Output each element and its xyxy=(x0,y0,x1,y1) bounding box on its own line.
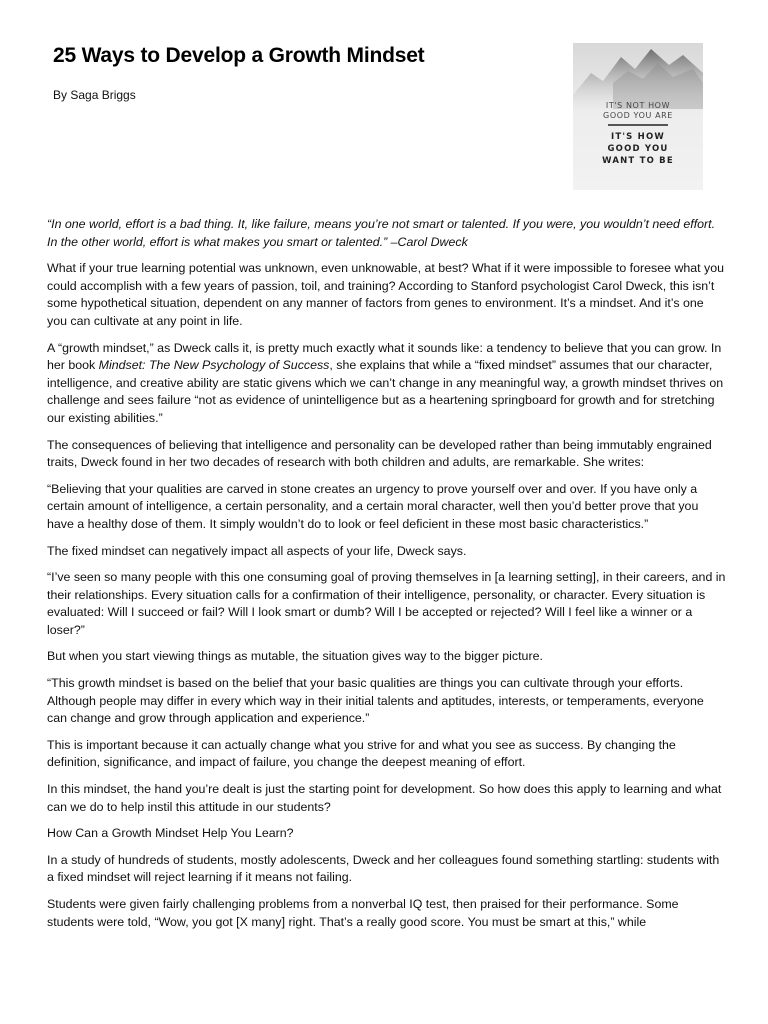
epigraph-quote: “In one world, effort is a bad thing. It, like failure, means you’re not smart or talented. If you were, you wouldn’t need effort. In the other world, effort is what makes you smart or talented.” –Carol Dweck xyxy=(47,217,716,249)
cover-divider xyxy=(608,124,668,126)
cover-line: IT'S HOW xyxy=(611,132,665,142)
paragraph: What if your true learning potential was unknown, even unknowable, at best? What if it were impossible to foresee what you could accomplish with a few years of passion, toil, and training? According to Stanford psychologist Carol Dweck, this isn’t some hypothetical situation, dependent on any manner of factors from genes to environment. It’s a mindset. And it’s one you can cultivate at any point in life. xyxy=(47,261,725,328)
block-quote: “I’ve seen so many people with this one consuming goal of proving themselves in [a learning setting], in their careers, and in their relationships. Every situation calls for a confirmation of their intelligence, personality, or character. Every situation is evaluated: Will I succeed or fail? Will I look smart or dumb? Will I be accepted or rejected? Will I feel like a winner or a loser?” xyxy=(47,570,726,637)
book-cover-image xyxy=(573,43,703,190)
paragraph: The fixed mindset can negatively impact all aspects of your life, Dweck says. xyxy=(47,543,467,558)
paragraph: In this mindset, the hand you’re dealt is just the starting point for development. So how does this apply to learning and what can we do to help instil this attitude in our students? xyxy=(47,782,722,814)
paragraph-text: A “growth mindset,” as Dweck calls it, is pretty much exactly what it sounds like: a tendency to believe that you can grow. In her book xyxy=(47,340,722,373)
cover-line: GOOD YOU ARE xyxy=(603,111,673,120)
section-heading: How Can a Growth Mindset Help You Learn? xyxy=(47,826,294,841)
cover-text-top xyxy=(573,101,703,121)
block-quote: “This growth mindset is based on the belief that your basic qualities are things you can cultivate through your efforts. Although people may differ in every which way in their initial talents and aptitudes, interests, or temperaments, everyone can change and grow through application and experience.” xyxy=(47,676,704,726)
cover-text-bottom xyxy=(573,131,703,167)
cover-line: WANT TO BE xyxy=(602,156,674,166)
book-title: Mindset: The New Psychology of Success xyxy=(98,358,330,373)
paragraph: But when you start viewing things as mutable, the situation gives way to the bigger picture. xyxy=(47,649,543,664)
cover-line: GOOD YOU xyxy=(607,144,669,154)
article-body xyxy=(47,216,727,940)
author-byline: By Saga Briggs xyxy=(53,88,136,102)
paragraph: Students were given fairly challenging problems from a nonverbal IQ test, then praised for their performance. Some students were told, “Wow, you got [X many] right. That’s a really good score. You must be smart at this,” while xyxy=(47,897,679,929)
cover-line: IT'S NOT HOW xyxy=(605,101,671,110)
block-quote: “Believing that your qualities are carved in stone creates an urgency to prove yourself over and over. If you have only a certain amount of intelligence, a certain personality, and a certain moral character, well then you’d better prove that you have a healthy dose of them. It simply wouldn’t do to look or feel deficient in these most basic characteristics.” xyxy=(47,481,699,531)
paragraph: In a study of hundreds of students, mostly adolescents, Dweck and her colleagues found something startling: students with a fixed mindset will reject learning if it means not failing. xyxy=(47,852,720,885)
article-title: 25 Ways to Develop a Growth Mindset xyxy=(53,44,425,67)
paragraph xyxy=(47,340,727,428)
paragraph-text: , she explains that while a “fixed mindset” assumes that our character, intelligence, and creative ability are static givens which we can’t change in any meaningful way, a growth mindset thrives on challenge and sees failure “not as evidence of unintelligence but as a heartening springboard for growth and for stretching our existing abilities.” xyxy=(47,358,724,425)
paragraph: The consequences of believing that intelligence and personality can be developed rather than being immutably engrained traits, Dweck found in her two decades of research with both children and adults, are remarkable. She writes: xyxy=(47,437,712,470)
paragraph: This is important because it can actually change what you strive for and what you see as success. By changing the definition, significance, and impact of failure, you change the deepest meaning of effort. xyxy=(47,737,676,770)
